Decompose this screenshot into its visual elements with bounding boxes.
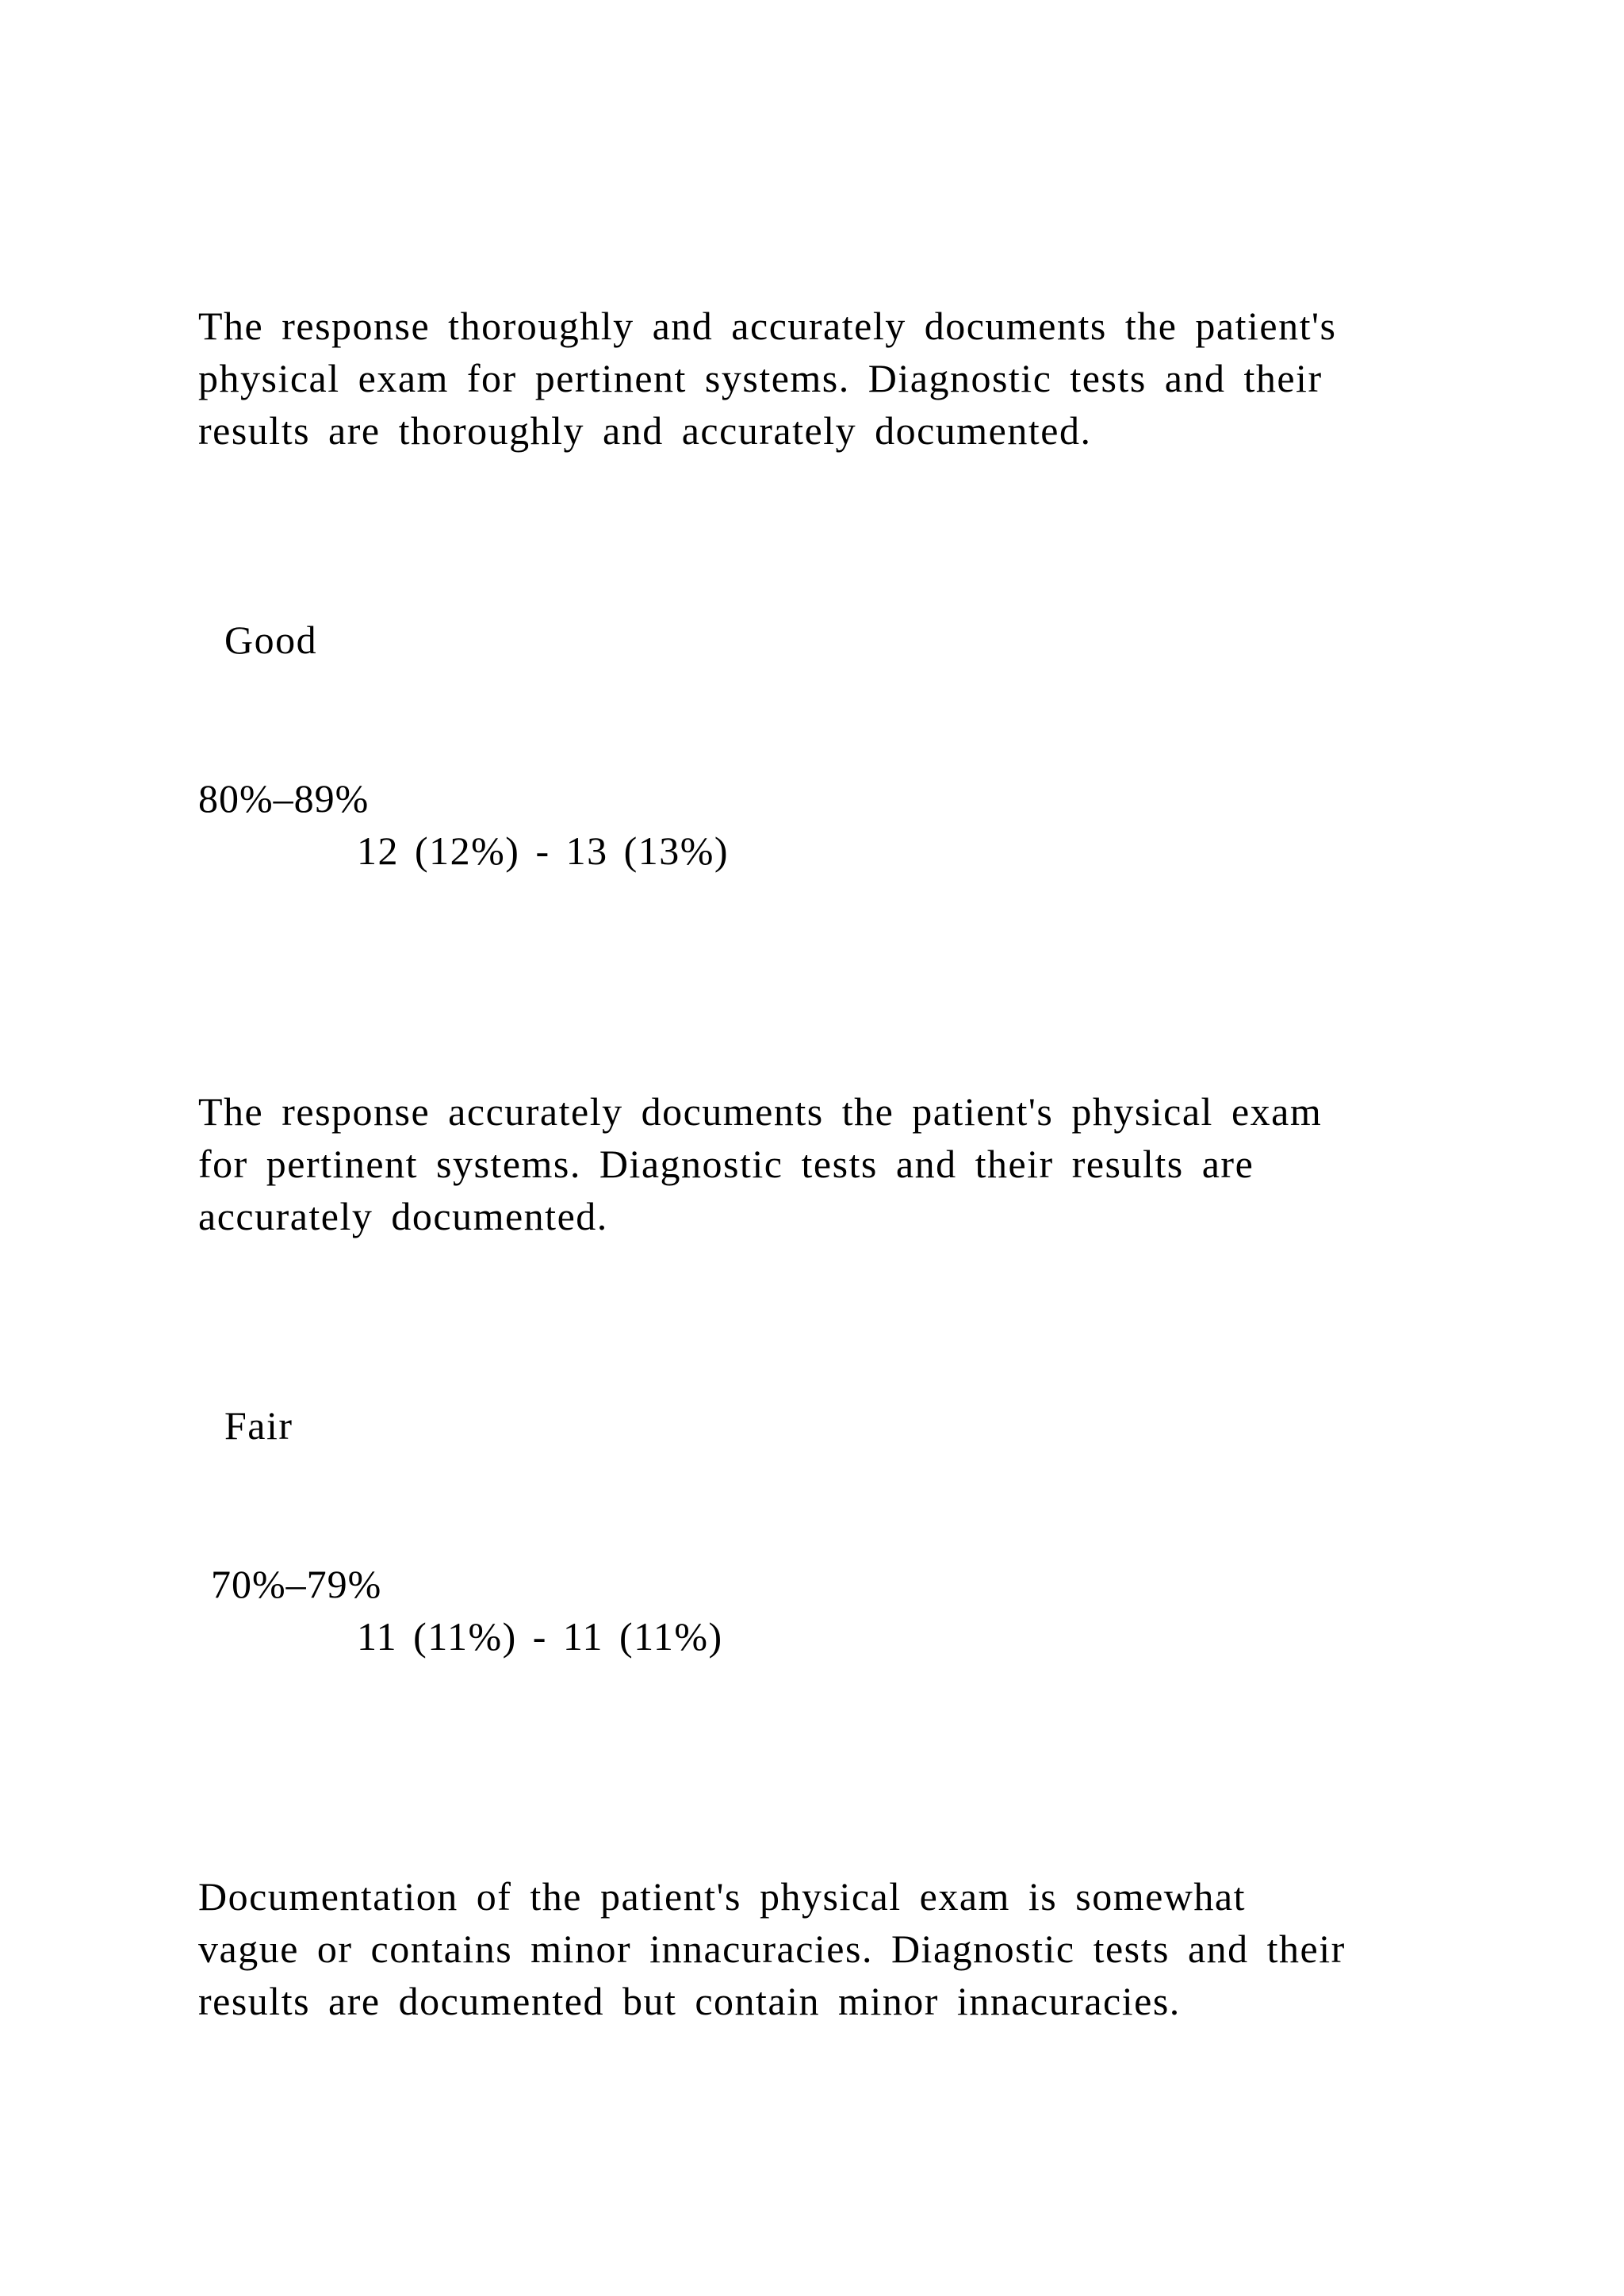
good-description-line-3: accurately documented.	[198, 1194, 608, 1238]
good-description-line-1: The response accurately documents the patient's physical exam	[198, 1089, 1323, 1134]
excellent-description-line-3: results are thoroughly and accurately documented.	[198, 408, 1092, 453]
fair-points-range: 11 (11%) - 11 (11%)	[357, 1614, 723, 1659]
fair-percent-range: 70%–79%	[211, 1562, 382, 1606]
fair-description-line-1: Documentation of the patient's physical exam is somewhat	[198, 1874, 1246, 1919]
fair-description-line-3: results are documented but contain minor innacuracies.	[198, 1979, 1181, 2023]
good-description	[198, 1085, 1435, 1242]
fair-description-line-2: vague or contains minor innacuracies. Diagnostic tests and their	[198, 1927, 1346, 1971]
excellent-description	[198, 300, 1435, 457]
good-level-label: Good	[224, 618, 318, 662]
good-description-line-2: for pertinent systems. Diagnostic tests and their results are	[198, 1142, 1254, 1186]
excellent-description-line-1: The response thoroughly and accurately documents the patient's	[198, 304, 1337, 348]
good-points-range: 12 (12%) - 13 (13%)	[357, 828, 730, 873]
fair-description	[198, 1870, 1435, 2027]
excellent-description-line-2: physical exam for pertinent systems. Diagnostic tests and their	[198, 356, 1323, 400]
good-percent-range: 80%–89%	[198, 776, 370, 821]
fair-level-label: Fair	[224, 1403, 293, 1448]
